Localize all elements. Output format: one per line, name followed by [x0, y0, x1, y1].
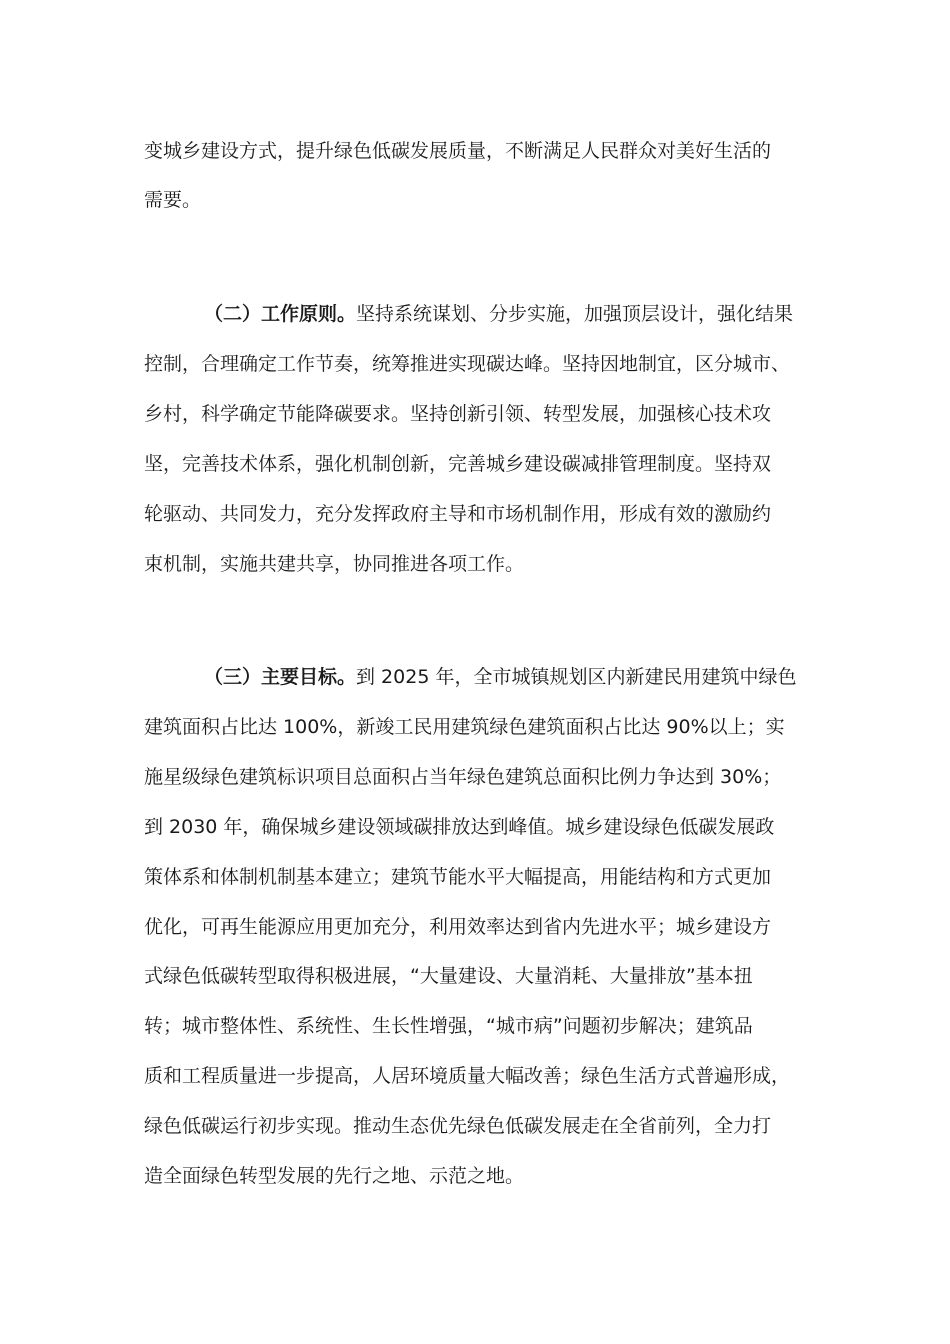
- section2-line-4: 坚，完善技术体系，强化机制创新，完善城乡建设碳减排管理制度。坚持双: [144, 453, 772, 475]
- section2-line-2: 控制，合理确定工作节奏，统筹推进实现碳达峰。坚持因地制宜，区分城市、: [144, 353, 791, 375]
- section3-line-9: 质和工程质量进一步提高，人居环境质量大幅改善；绿色生活方式普遍形成，: [144, 1065, 791, 1087]
- section3-line-3: 施星级绿色建筑标识项目总面积占当年绿色建筑总面积比例力争达到 30%；: [144, 766, 782, 788]
- section3-line-11: 造全面绿色转型发展的先行之地、示范之地。: [144, 1165, 525, 1187]
- section2-line-3: 乡村，科学确定节能降碳要求。坚持创新引领、转型发展，加强核心技术攻: [144, 403, 772, 425]
- intro-line-2: 需要。: [144, 189, 202, 211]
- section3-first-line: [204, 664, 796, 690]
- section3-line-2: 建筑面积占比达 100%，新竣工民用建筑绿色建筑面积占比达 90%以上；实: [144, 716, 785, 738]
- section2-heading: （二）工作原则。: [204, 303, 357, 325]
- section3-line-7: 式绿色低碳转型取得积极进展，“大量建设、大量消耗、大量排放”基本扭: [144, 965, 753, 987]
- section2-line-5: 轮驱动、共同发力，充分发挥政府主导和市场机制作用，形成有效的激励约: [144, 503, 772, 525]
- section3-line-8: 转；城市整体性、系统性、生长性增强，“城市病”问题初步解决；建筑品: [144, 1015, 753, 1037]
- section3-line-1: 到 2025 年，全市城镇规划区内新建民用建筑中绿色: [356, 666, 797, 688]
- section2-line-6: 束机制，实施共建共享，协同推进各项工作。: [144, 553, 525, 575]
- section2-first-line: [204, 301, 793, 327]
- section3-line-4: 到 2030 年，确保城乡建设领域碳排放达到峰值。城乡建设绿色低碳发展政: [144, 816, 775, 838]
- intro-line-1: 变城乡建设方式，提升绿色低碳发展质量，不断满足人民群众对美好生活的: [144, 140, 772, 162]
- section3-heading: （三）主要目标。: [204, 666, 357, 688]
- section2-line-1: 坚持系统谋划、分步实施，加强顶层设计，强化结果: [356, 303, 794, 325]
- section3-line-6: 优化，可再生能源应用更加充分，利用效率达到省内先进水平；城乡建设方: [144, 916, 772, 938]
- section3-line-5: 策体系和体制机制基本建立；建筑节能水平大幅提高，用能结构和方式更加: [144, 866, 772, 888]
- section3-line-10: 绿色低碳运行初步实现。推动生态优先绿色低碳发展走在全省前列，全力打: [144, 1115, 772, 1137]
